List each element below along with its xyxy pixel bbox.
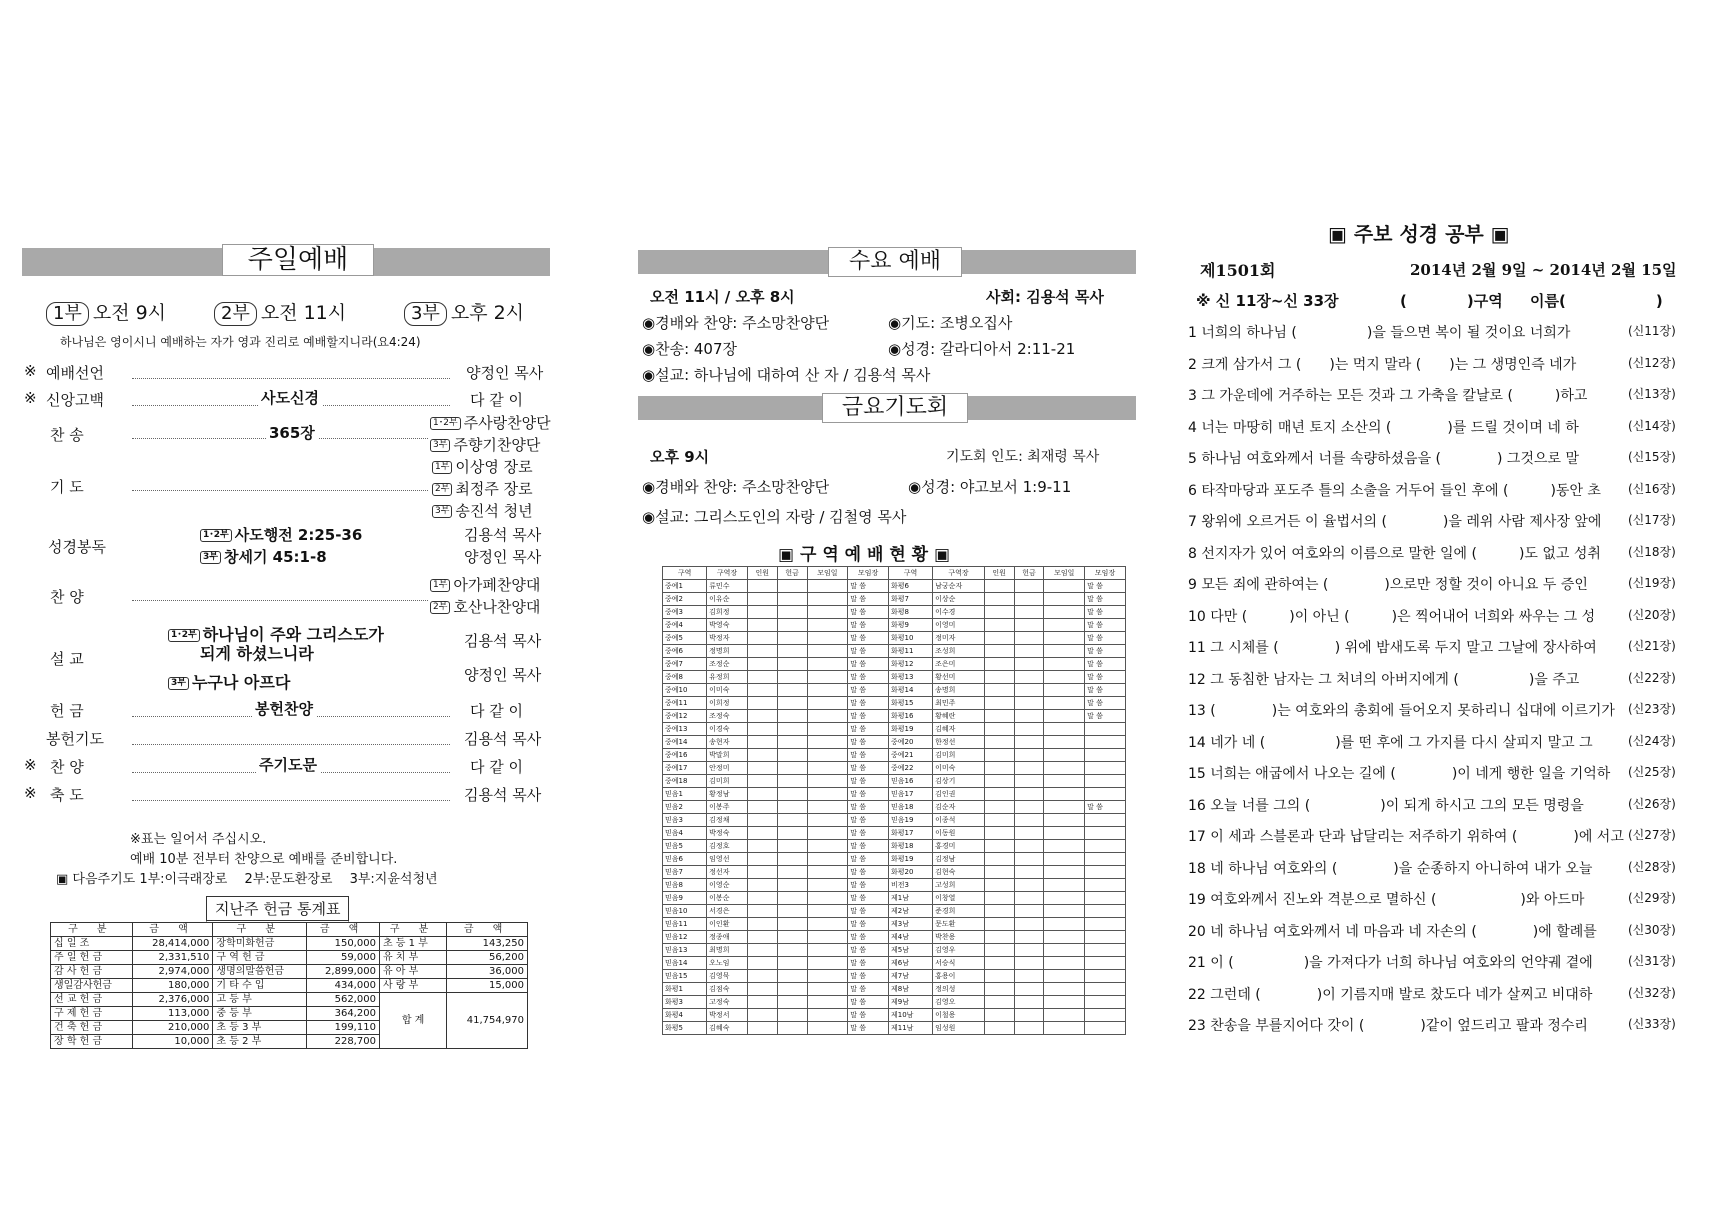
standing-mark: ※ <box>24 756 37 774</box>
part-badge: 1･2부 <box>430 417 461 430</box>
table-row: 중예1 류민수 말 씀 화평6 남궁순자 말 씀 <box>663 580 1126 593</box>
table-row: 믿음4 박정숙 말 씀 화평17 이동원 <box>663 827 1126 840</box>
order-leader: 다 같 이 <box>470 702 524 720</box>
table-row: 중예2 이유순 말 씀 화평7 이상순 말 씀 <box>663 593 1126 606</box>
study-dates: 2014년 2월 9일 ~ 2014년 2월 15일 <box>1410 261 1677 279</box>
question-item <box>1188 322 1676 342</box>
study-issue: 제1501회 <box>1200 261 1276 280</box>
part-badge: 1부 <box>430 579 450 592</box>
question-number: 8 <box>1188 545 1197 562</box>
friday-leader: 기도회 인도: 최재령 목사 <box>946 449 1100 465</box>
question-text: 그 가운데에 거주하는 모든 것과 그 가축을 칼날로 ( )하고 <box>1201 388 1588 404</box>
question-ref: (신24장) <box>1628 733 1676 748</box>
table-row: 믿음6 임영선 말 씀 화평19 김정남 <box>663 853 1126 866</box>
question-number: 4 <box>1188 419 1197 436</box>
friday-time: 오후 9시 <box>650 448 710 466</box>
table-row: 장 학 헌 금 10,000 초 등 2 부 228,700 <box>51 1035 528 1049</box>
question-number: 18 <box>1188 860 1206 877</box>
question-number: 3 <box>1188 388 1197 404</box>
question-number: 1 <box>1188 325 1197 341</box>
dotted-leader <box>132 378 450 379</box>
prepare-note: 예배 10분 전부터 찬양으로 예배를 준비합니다. <box>130 852 398 867</box>
order-leader: 양정인 목사 <box>464 548 542 566</box>
dotted-leader <box>132 490 428 491</box>
part-badge: 1부 <box>432 461 452 474</box>
table-row: 생일감사헌금 180,000 기 타 수 입 434,000 사 랑 부 15,000 <box>51 979 528 993</box>
question-ref: (신12장) <box>1628 355 1676 370</box>
order-label: 축 도 <box>50 786 84 804</box>
wednesday-host: 사회: 김용석 목사 <box>986 288 1104 306</box>
table-row: 믿음11 이인환 말 씀 제3남 문도환 <box>663 918 1126 931</box>
table-row: 믿음15 김영묵 말 씀 제7남 홍용이 <box>663 970 1126 983</box>
standing-note: ※표는 일어서 주십시오. <box>130 832 267 847</box>
question-ref: (신26장) <box>1628 796 1676 811</box>
friday-scripture: ◉성경: 야고보서 1:9-11 <box>908 478 1072 496</box>
order-label: 헌 금 <box>50 702 84 720</box>
order-label: 설 교 <box>50 650 84 668</box>
question-text: 그 동침한 남자는 그 처녀의 아버지에게 ( )을 주고 <box>1210 671 1580 688</box>
question-item <box>1188 763 1676 783</box>
question-text: 너희는 애굽에서 나오는 길에 ( )이 네게 행한 일을 기억하 <box>1210 766 1611 782</box>
order-item: 봉헌찬양 <box>252 698 316 719</box>
table-row: 건 축 헌 금 210,000 초 등 3 부 199,110 <box>51 1021 528 1035</box>
service-2-badge: 2부 <box>214 302 257 326</box>
question-text: 크게 삼가서 그 ( )는 먹지 말라 ( )는 그 생명인즉 네가 <box>1201 356 1577 373</box>
sermon-title: 하나님이 주와 그리스도가 <box>202 625 384 644</box>
wednesday-title: 수요 예배 <box>828 247 962 277</box>
table-row: 믿음13 최명희 말 씀 제5남 김영우 <box>663 944 1126 957</box>
table-row: 중예13 이경숙 말 씀 화평19 김혜자 <box>663 723 1126 736</box>
question-number: 17 <box>1188 829 1206 845</box>
table-row: 믿음12 정종애 말 씀 제4남 박찬용 <box>663 931 1126 944</box>
order-item: 창세기 45:1-8 <box>223 548 327 566</box>
table-row: 믿음8 이영순 말 씀 비전3 고성희 <box>663 879 1126 892</box>
table-row: 선 교 헌 금 2,376,000 고 등 부 562,000 합 계 41,754,970 <box>51 993 528 1007</box>
table-row: 감 사 헌 금 2,974,000 생명의말씀헌금 2,899,000 유 아 부 36,000 <box>51 965 528 979</box>
table-row: 화평4 박정서 말 씀 제10남 이철용 <box>663 1009 1126 1022</box>
question-item <box>1188 826 1676 846</box>
question-number: 5 <box>1188 451 1197 467</box>
question-item <box>1188 700 1676 720</box>
next-prayer-note: ▣ 다음주기도 1부:이극래장로 2부:문도환장로 3부:지윤석청년 <box>56 872 438 887</box>
question-number: 15 <box>1188 766 1206 782</box>
question-number: 16 <box>1188 797 1206 814</box>
question-text: 왕위에 오르거든 이 율법서의 ( )을 레위 사람 제사장 앞에 <box>1201 514 1602 530</box>
service-3-badge: 3부 <box>404 302 447 326</box>
order-leader: 김용석 목사 <box>464 632 542 650</box>
order-leader: 주향기찬양단 <box>453 436 541 454</box>
table-row: 십 일 조 28,414,000 장학미화헌금 150,000 초 등 1 부 143,250 <box>51 937 528 951</box>
service-1: 1부 오전 9시 <box>46 298 166 326</box>
total-value: 41,754,970 <box>447 993 528 1049</box>
part-badge: 1･2부 <box>200 529 232 542</box>
question-item <box>1188 984 1676 1004</box>
wednesday-prayer: ◉기도: 조병오집사 <box>888 314 1013 332</box>
order-leader: 다 같 이 <box>470 758 524 776</box>
question-item <box>1188 543 1676 563</box>
table-row: 믿음9 이봉순 말 씀 제1남 이창열 <box>663 892 1126 905</box>
table-row: 중예4 박영숙 말 씀 화평9 이영미 말 씀 <box>663 619 1126 632</box>
table-row: 주 일 헌 금 2,331,510 구 역 헌 금 59,000 유 치 부 56,200 <box>51 951 528 965</box>
question-text: 타작마당과 포도주 틀의 소출을 거두어 들인 후에 ( )동안 초 <box>1201 482 1601 499</box>
question-number: 23 <box>1188 1018 1206 1034</box>
table-row: 중예5 박정자 말 씀 화평10 정미자 말 씀 <box>663 632 1126 645</box>
service-3: 3부 오후 2시 <box>404 298 524 326</box>
study-district-field[interactable]: ( )구역 <box>1400 292 1503 310</box>
order-item: 사도신경 <box>258 387 322 408</box>
friday-praise: ◉경배와 찬양: 주소망찬양단 <box>642 478 830 496</box>
question-number: 21 <box>1188 955 1206 971</box>
question-ref: (신32장) <box>1628 985 1676 1000</box>
question-text: 그 시체를 ( ) 위에 밤새도록 두지 말고 그날에 장사하여 <box>1210 640 1597 656</box>
question-ref: (신30장) <box>1628 922 1676 937</box>
question-ref: (신29장) <box>1628 891 1676 905</box>
question-ref: (신13장) <box>1628 387 1676 401</box>
friday-title: 금요기도회 <box>822 393 968 423</box>
question-number: 12 <box>1188 671 1206 688</box>
service-2: 2부 오전 11시 <box>214 298 346 326</box>
order-leader: 송진석 청년 <box>455 502 533 520</box>
order-item: 365장 <box>266 422 318 443</box>
question-number: 14 <box>1188 734 1206 751</box>
table-row: 믿음14 오노임 말 씀 제6남 서승식 <box>663 957 1126 970</box>
study-name-field[interactable]: 이름( ) <box>1530 292 1663 310</box>
question-text: 네가 네 ( )를 떤 후에 그 가지를 다시 살피지 말고 그 <box>1210 734 1593 751</box>
order-label: 찬 양 <box>50 758 84 776</box>
question-text: 오늘 너를 그의 ( )이 되게 하시고 그의 모든 명령을 <box>1210 797 1584 814</box>
question-number: 9 <box>1188 577 1197 593</box>
question-ref: (신21장) <box>1628 639 1676 653</box>
offering-table: 구 분 금 액 구 분 금 액 구 분 금 액 십 일 조 28,414,000 장학미화헌금 150,000 초 등 1 부 143,250 주 일 헌 금 2,331,510 구 역 헌 금 59,000 유 치 부 56,200 감 사 헌 금 2,974,000 생명의말씀헌금 2,899,000 유 아 부 36,000 생일감사헌금 180,000 기 타 수 입 434,000 사 랑 부 15,000 선 교 헌 금 2,376,000 고 등 부 562,000 합 계 41,754,970 구 제 헌 금 113,000 중 등 부 364,200 건 축 헌 금 210,000 초 등 3 부 199,110 장 학 헌 금 10,000 초 등 2 부 228,700 <box>50 922 528 1049</box>
table-row: 믿음5 김정호 말 씀 화평18 홍경미 <box>663 840 1126 853</box>
order-leader: 호산나찬양대 <box>453 598 541 616</box>
question-ref: (신28장) <box>1628 859 1676 874</box>
question-text: 그런데 ( )이 기름지매 발로 찼도다 네가 살찌고 비대하 <box>1210 986 1593 1003</box>
order-leader: 최정주 장로 <box>455 480 533 498</box>
question-text: 찬송을 부를지어다 갓이 ( )같이 엎드리고 팔과 정수리 <box>1210 1018 1588 1034</box>
question-ref: (신11장) <box>1628 324 1676 338</box>
table-row: 중예11 이희정 말 씀 화평15 최민주 말 씀 <box>663 697 1126 710</box>
table-row: 중예12 조정숙 말 씀 화평16 황혜란 말 씀 <box>663 710 1126 723</box>
question-item <box>1188 606 1676 626</box>
order-label: 성경봉독 <box>48 538 106 556</box>
friday-sermon: ◉설교: 그리스도인의 자랑 / 김철영 목사 <box>642 508 907 526</box>
wednesday-scripture: ◉성경: 갈라디아서 2:11-21 <box>888 340 1076 358</box>
question-number: 7 <box>1188 514 1197 530</box>
question-item <box>1188 511 1676 531</box>
part-badge: 3부 <box>200 551 221 564</box>
table-row: 화평3 고정숙 말 씀 제9남 김영오 <box>663 996 1126 1009</box>
order-label: 예배선언 <box>46 364 104 382</box>
standing-mark: ※ <box>24 389 37 407</box>
question-item <box>1188 1015 1676 1035</box>
table-row: 믿음1 황정남 말 씀 믿음17 김인권 <box>663 788 1126 801</box>
question-ref: (신25장) <box>1628 765 1676 779</box>
question-ref: (신17장) <box>1628 513 1676 527</box>
question-item <box>1188 921 1676 941</box>
question-item <box>1188 480 1676 500</box>
table-row: 믿음3 김정채 말 씀 믿음19 이종석 <box>663 814 1126 827</box>
table-row: 중예8 유정희 말 씀 화평13 황선미 말 씀 <box>663 671 1126 684</box>
question-text: 너희의 하나님 ( )을 들으면 복이 될 것이요 너희가 <box>1201 325 1571 341</box>
offering-title: 지난주 헌금 통계표 <box>206 896 349 923</box>
order-leader: 김용석 목사 <box>464 786 542 804</box>
question-ref: (신15장) <box>1628 450 1676 464</box>
table-row: 중예14 송현자 말 씀 중예20 한정선 <box>663 736 1126 749</box>
question-number: 6 <box>1188 482 1197 499</box>
question-number: 22 <box>1188 986 1206 1003</box>
table-header: 구역 구역장 인원 헌금 모임일 모임장 구역 구역장 인원 헌금 모임일 모임장 <box>663 567 1126 580</box>
question-item <box>1188 858 1676 878</box>
dotted-leader <box>132 800 450 801</box>
service-1-badge: 1부 <box>46 302 89 326</box>
district-table <box>662 566 1126 1035</box>
sermon-title: 누구나 아프다 <box>191 673 291 692</box>
part-badge: 1･2부 <box>168 629 200 642</box>
question-text: 네 하나님 여호와께서 네 마음과 네 자손의 ( )에 할례를 <box>1210 923 1597 940</box>
standing-mark: ※ <box>24 784 37 802</box>
question-item <box>1188 889 1676 909</box>
order-item: 사도행전 2:25-36 <box>234 526 363 544</box>
question-number: 19 <box>1188 892 1206 908</box>
part-badge: 2부 <box>432 483 452 496</box>
question-item <box>1188 732 1676 752</box>
question-number: 2 <box>1188 356 1197 373</box>
question-ref: (신16장) <box>1628 481 1676 496</box>
question-text: 너는 마땅히 매년 토지 소산의 ( )를 드릴 것이며 네 하 <box>1201 419 1579 436</box>
order-label: 찬 송 <box>50 426 84 444</box>
question-item <box>1188 417 1676 437</box>
question-ref: (신31장) <box>1628 954 1676 968</box>
question-text: 하나님 여호와께서 너를 속량하셨음을 ( ) 그것으로 말 <box>1201 451 1580 467</box>
table-row: 중예17 안정미 말 씀 중예22 이미숙 <box>663 762 1126 775</box>
order-leader: 양정인 목사 <box>464 666 542 684</box>
question-text: 선지자가 있어 여호와의 이름으로 말한 일에 ( )도 없고 성취 <box>1201 545 1601 562</box>
table-row: 화평5 김혜숙 말 씀 제11남 임성원 <box>663 1022 1126 1035</box>
sunday-verse: 하나님은 영이시니 예배하는 자가 영과 진리로 예배할지니라(요4:24) <box>60 335 421 349</box>
table-row: 중예16 박말희 말 씀 중예21 김미희 <box>663 749 1126 762</box>
wednesday-hymn: ◉찬송: 407장 <box>642 340 738 358</box>
dotted-leader <box>132 744 450 745</box>
sunday-title: 주일예배 <box>222 244 374 276</box>
order-label: 기 도 <box>50 478 84 496</box>
table-row: 구 제 헌 금 113,000 중 등 부 364,200 <box>51 1007 528 1021</box>
table-row: 중예18 김미희 말 씀 믿음16 김상기 <box>663 775 1126 788</box>
order-leader: 이상영 장로 <box>455 458 533 476</box>
study-title: ▣ 주보 성경 공부 ▣ <box>1328 222 1510 246</box>
district-title: ▣ 구 역 예 배 현 황 ▣ <box>778 545 951 565</box>
order-label: 신앙고백 <box>46 391 104 409</box>
table-row: 화평1 김점숙 말 씀 제8남 정의성 <box>663 983 1126 996</box>
question-number: 20 <box>1188 923 1206 940</box>
table-row: 믿음10 서경은 말 씀 제2남 준경희 <box>663 905 1126 918</box>
wednesday-praise: ◉경배와 찬양: 주소망찬양단 <box>642 314 830 332</box>
question-item <box>1188 448 1676 468</box>
question-item <box>1188 795 1676 815</box>
question-text: 네 하나님 여호와의 ( )을 순종하지 아니하여 내가 오늘 <box>1210 860 1593 877</box>
part-badge: 3부 <box>432 505 452 518</box>
question-ref: (신27장) <box>1628 828 1676 842</box>
order-leader: 다 같 이 <box>470 391 524 409</box>
table-row: 믿음2 이봉주 말 씀 믿음18 김순자 말 씀 <box>663 801 1126 814</box>
part-badge: 2부 <box>430 601 450 614</box>
dotted-leader <box>132 600 428 601</box>
order-leader: 아가페찬양대 <box>453 576 541 594</box>
question-item <box>1188 669 1676 689</box>
question-text: ( )는 여호와의 총회에 들어오지 못하리니 십대에 이르기가 <box>1210 703 1615 719</box>
part-badge: 3부 <box>430 439 450 452</box>
table-row: 중예10 이미숙 말 씀 화평14 송명희 말 씀 <box>663 684 1126 697</box>
study-range: ※ 신 11장~신 33장 <box>1196 292 1339 310</box>
question-ref: (신20장) <box>1628 607 1676 622</box>
order-leader: 김용석 목사 <box>464 730 542 748</box>
order-item: 주기도문 <box>256 754 320 775</box>
question-ref: (신33장) <box>1628 1017 1676 1031</box>
question-number: 13 <box>1188 703 1206 719</box>
question-item <box>1188 952 1676 972</box>
question-ref: (신23장) <box>1628 702 1676 716</box>
question-item <box>1188 354 1676 374</box>
question-text: 모든 죄에 관하여는 ( )으로만 정할 것이 아니요 두 증인 <box>1201 577 1588 593</box>
question-item <box>1188 574 1676 594</box>
wednesday-sermon: ◉설교: 하나님에 대하여 산 자 / 김용석 목사 <box>642 366 931 384</box>
table-row: 중예3 김희정 말 씀 화평8 이수경 말 씀 <box>663 606 1126 619</box>
wednesday-time: 오전 11시 / 오후 8시 <box>650 288 795 306</box>
question-number: 11 <box>1188 640 1206 656</box>
order-leader: 양정인 목사 <box>466 364 544 382</box>
order-label: 찬 양 <box>50 588 84 606</box>
question-text: 다만 ( )이 아닌 ( )은 찍어내어 너희와 싸우는 그 성 <box>1210 608 1596 625</box>
question-ref: (신22장) <box>1628 670 1676 685</box>
standing-mark: ※ <box>24 362 37 380</box>
question-item <box>1188 385 1676 405</box>
question-text: 여호와께서 진노와 격분으로 멸하신 ( )와 아드마 <box>1210 892 1585 908</box>
order-leader: 주사랑찬양단 <box>463 414 551 432</box>
table-row: 중예7 조정순 말 씀 화평12 조은미 말 씀 <box>663 658 1126 671</box>
table-row: 중예6 정명희 말 씀 화평11 조성희 말 씀 <box>663 645 1126 658</box>
table-row: 믿음7 정선자 말 씀 화평20 김현숙 <box>663 866 1126 879</box>
order-leader: 김용석 목사 <box>464 526 542 544</box>
question-ref: (신14장) <box>1628 418 1676 433</box>
question-text: 이 ( )을 가져다가 너희 하나님 여호와의 언약궤 곁에 <box>1210 955 1593 971</box>
sermon-title: 되게 하셨느니라 <box>200 644 314 663</box>
part-badge: 3부 <box>168 677 189 690</box>
order-label: 봉헌기도 <box>46 730 104 748</box>
question-number: 10 <box>1188 608 1206 625</box>
question-ref: (신18장) <box>1628 544 1676 559</box>
total-label: 합 계 <box>379 993 446 1049</box>
question-item <box>1188 637 1676 657</box>
question-ref: (신19장) <box>1628 576 1676 590</box>
question-text: 이 세과 스블론과 단과 납달리는 저주하기 위하여 ( )에 서고 <box>1210 829 1624 845</box>
